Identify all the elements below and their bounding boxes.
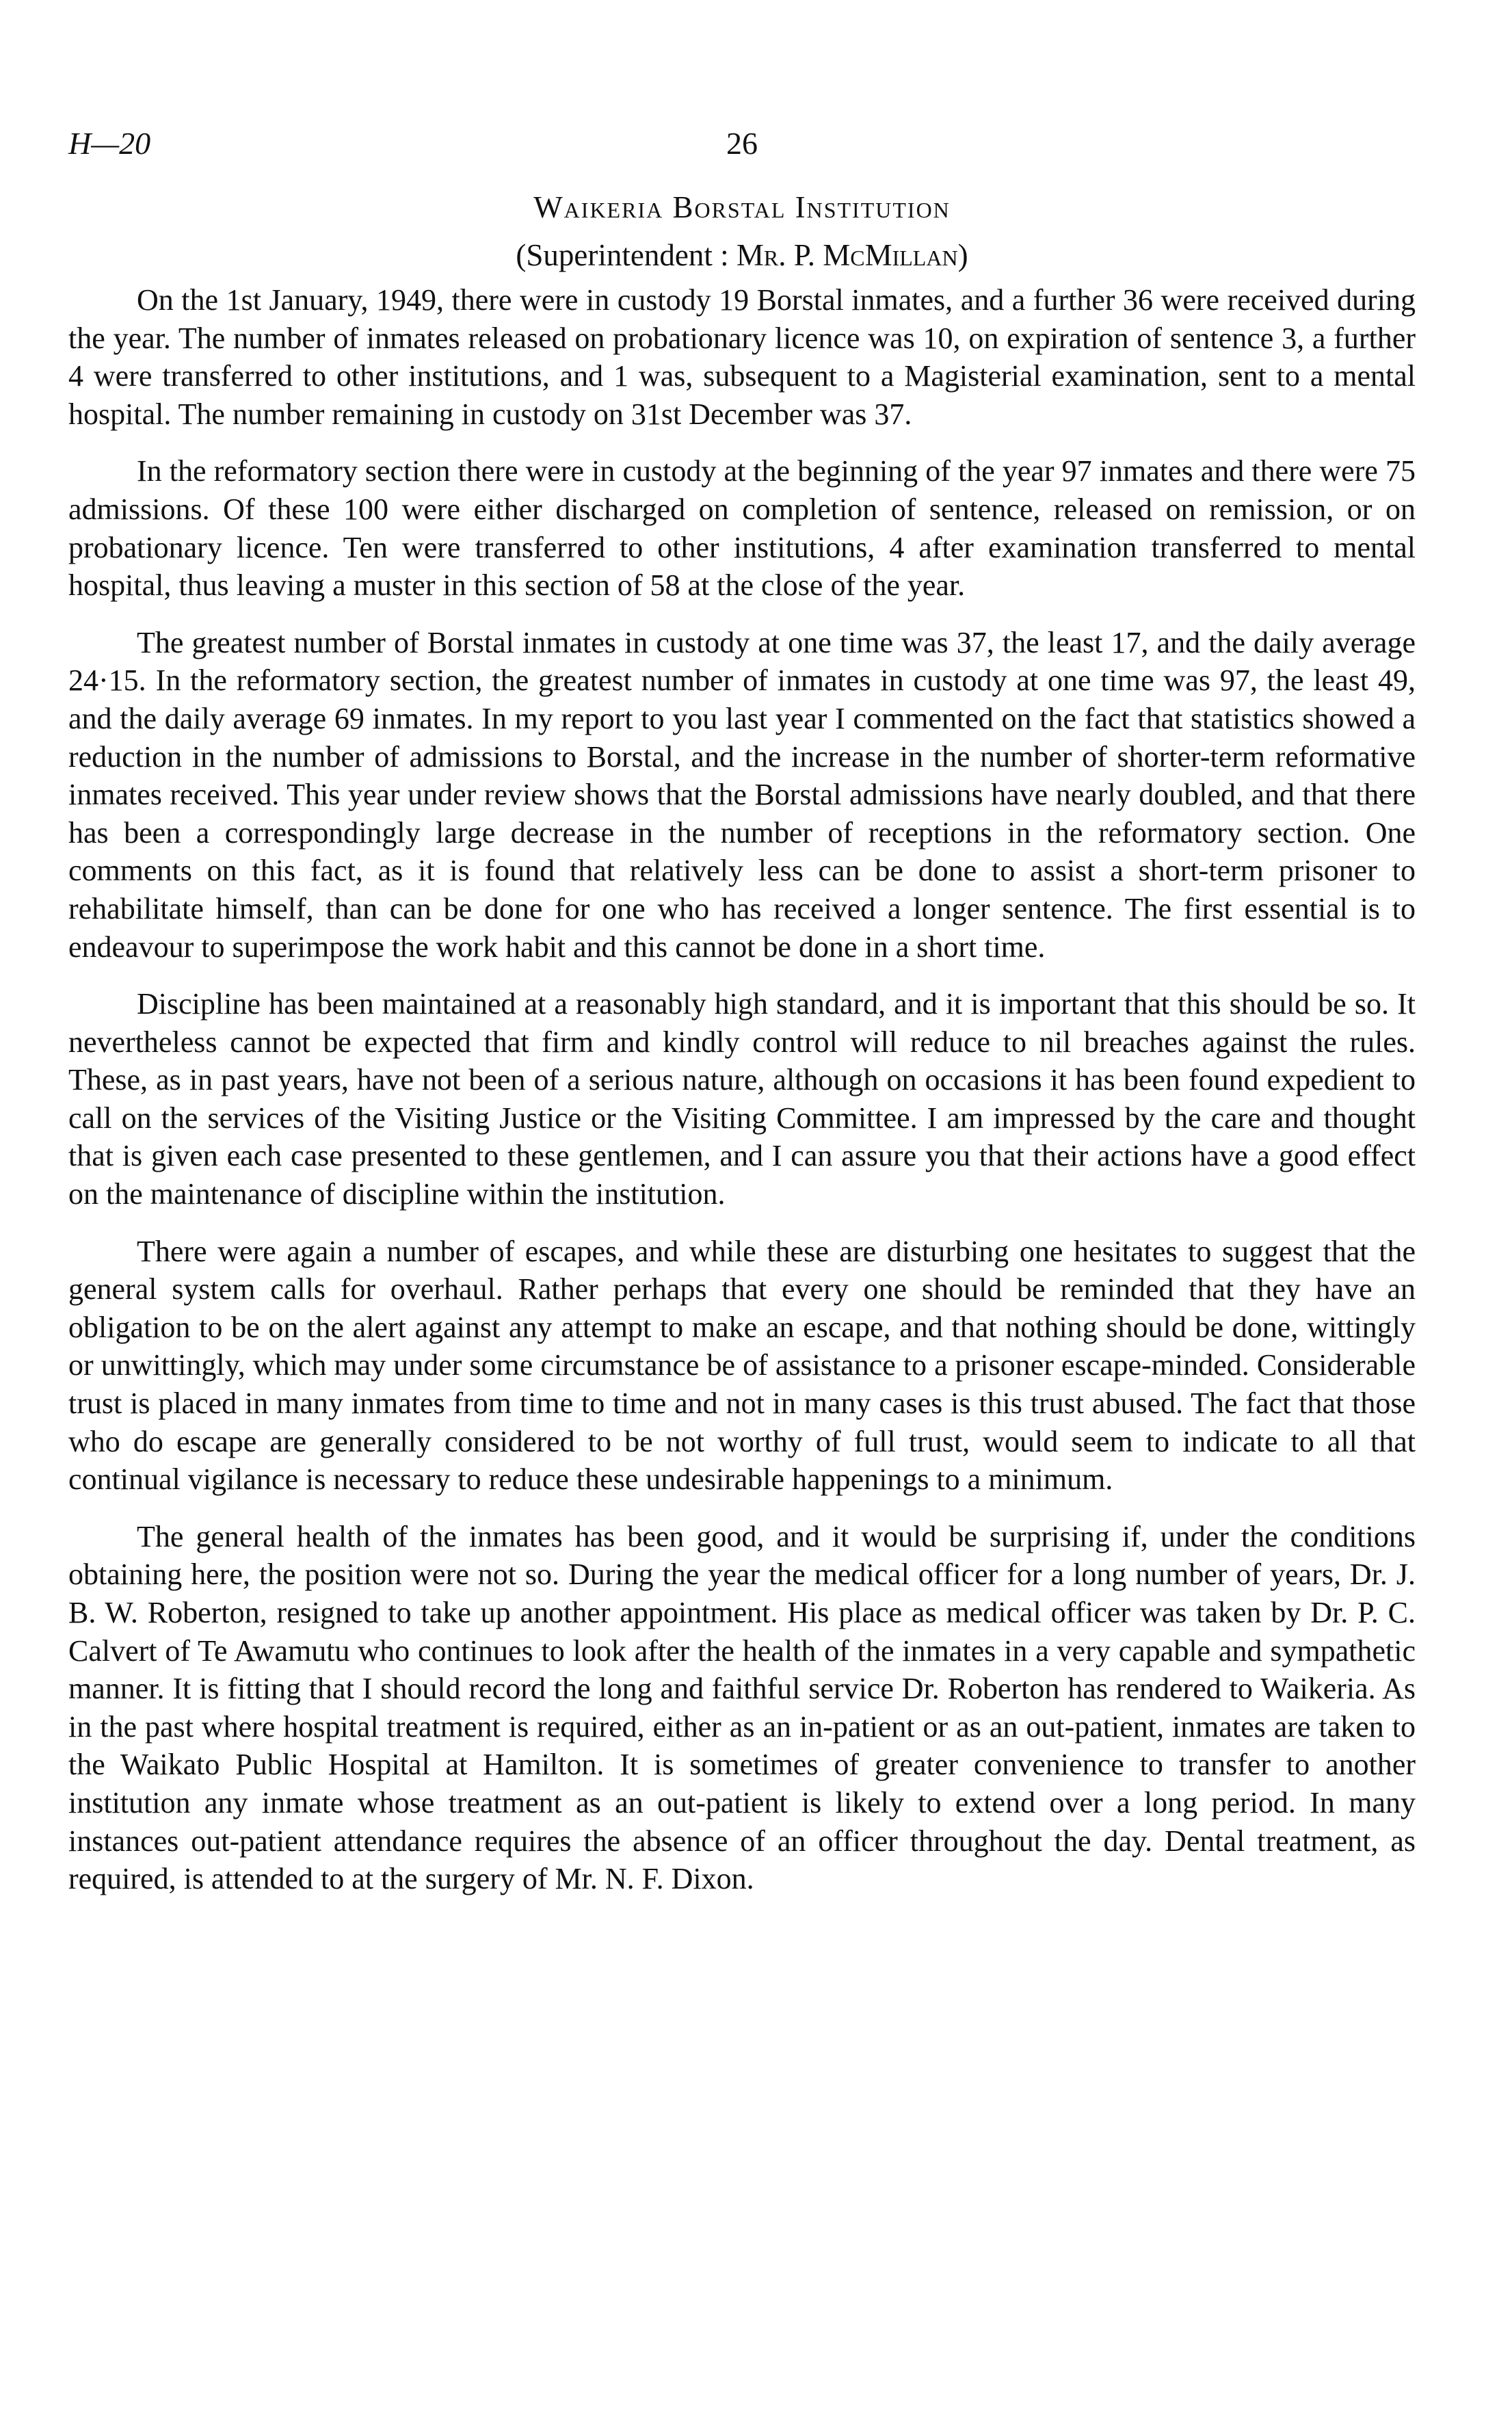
document-reference: H—20 — [68, 126, 151, 161]
superintendent-name: Mr. P. McMillan — [736, 238, 958, 272]
paragraph-escapes: There were again a number of escapes, and while these are disturbing one hesitates to suggest that the general system calls for overhaul. Rather perhaps that every one should be reminded that they have an obligation to be on the alert against any attempt to make an escape, and that nothing should be done, wittingly or unwittingly, which may under some circumstance be of assistance to a prisoner escape-minded. Considerable trust is placed in many inmates from time to time and not in many cases is this trust abused. The fact that those who do escape are generally considered to be not worthy of full trust, would seem to indicate to all that continual vigilance is necessary to reduce these undesirable happenings to a minimum. — [68, 1234, 1416, 1497]
document-page — [68, 120, 1416, 1917]
running-head — [68, 120, 1416, 168]
section-title: Waikeria Borstal Institution — [533, 190, 951, 224]
section-subtitle — [68, 235, 1416, 276]
subtitle-suffix: ) — [957, 238, 968, 272]
paragraph-statistics: The greatest number of Borstal inmates in custody at one time was 37, the least 17, and the daily average 24·15. In the reformatory section, the greatest number of inmates in custody at one time was 97, the least 49, and the daily average 69 inmates. In my report to you last year I commented on the fact that statistics showed a reduction in the number of admissions to Borstal, and the increase in the number of shorter-term reformative inmates received. This year under review shows that the Borstal admissions have nearly doubled, and that there has been a correspondingly large decrease in the number of receptions in the reformatory section. One comments on this fact, as it is found that relatively less can be done to assist a short-term prisoner to rehabilitate himself, than can be done for one who has received a longer sentence. The first essential is to endeavour to superimpose the work habit and this cannot be done in a short time. — [68, 625, 1416, 964]
paragraph-health: The general health of the inmates has been good, and it would be surprising if, under the conditions obtaining here, the position were not so. During the year the medical officer for a long number of years, Dr. J. B. W. Roberton, resigned to take up another appointment. His place as medical officer was taken by Dr. P. C. Calvert of Te Awamutu who continues to look after the health of the inmates in a very capable and sympathetic manner. It is fitting that I should record the long and faithful service Dr. Roberton has rendered to Waikeria. As in the past where hospital treatment is required, either as an in-patient or as an out-patient, inmates are taken to the Waikato Public Hospital at Hamilton. It is sometimes of greater convenience to transfer to another institution any inmate whose treatment as an out-patient is likely to extend over a long period. In many instances out-patient attendance requires the absence of an officer throughout the day. Dental treatment, as required, is attended to at the surgery of Mr. N. F. Dixon. — [68, 1519, 1416, 1896]
paragraph-custody-borstal: On the 1st January, 1949, there were in custody 19 Borstal inmates, and a further 36 were received during the year. The number of inmates released on probationary licence was 10, on expiration of sentence 3, a further 4 were transferred to other institutions, and 1 was, subsequent to a Magisterial examination, sent to a mental hospital. The number remaining in custody on 31st December was 37. — [68, 283, 1416, 431]
paragraph-reformatory-section: In the reformatory section there were in custody at the beginning of the year 97 inmates and there were 75 admissions. Of these 100 were either discharged on completion of sentence, released on remission, or on probationary licence. Ten were transferred to other institutions, 4 after examination transferred to mental hospital, thus leaving a muster in this section of 58 at the close of the year. — [68, 454, 1416, 603]
page-number: 26 — [726, 126, 758, 161]
paragraph-discipline: Discipline has been maintained at a reasonably high standard, and it is important that this should be so. It nevertheless cannot be expected that firm and kindly control will reduce to nil breaches against the rules. These, as in past years, have not been of a serious nature, although on occasions it has been found expedient to call on the services of the Visiting Justice or the Visiting Committee. I am impressed by the care and thought that is given each case presented to these gentlemen, and I can assure you that their actions have a good effect on the maintenance of discipline within the institution. — [68, 987, 1416, 1211]
subtitle-prefix: (Superintendent : — [516, 238, 737, 272]
